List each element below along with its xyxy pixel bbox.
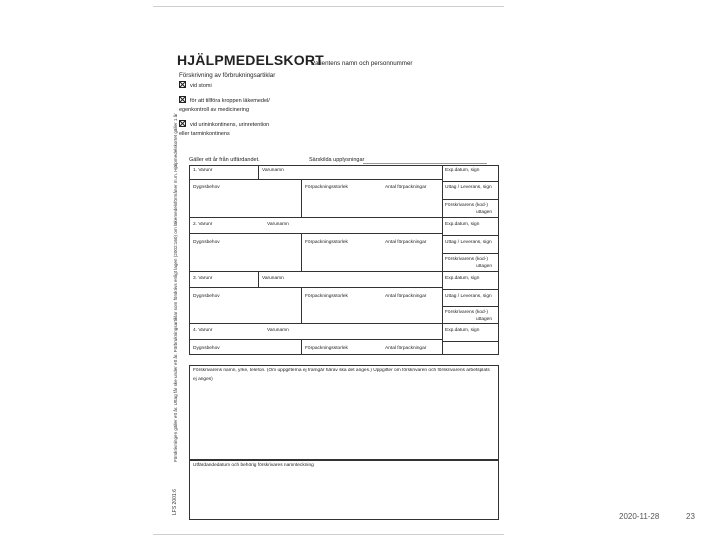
form-code: LFS 2001:6 — [172, 489, 178, 515]
lakemedel-checkbox[interactable] — [179, 96, 186, 103]
article-2-vdiv — [301, 233, 302, 271]
option-lakemedel-label-2: egenkontroll av medicinering — [179, 107, 250, 113]
article-4-side-line1 — [442, 341, 499, 342]
article-2-line — [189, 233, 442, 234]
article-3-side-uttagen: uttagen — [476, 317, 493, 322]
option-lakemedel-label-1: för att tillföra kroppen läkemedel/ — [190, 98, 270, 104]
article-4-line — [189, 339, 442, 340]
article-4-package: Förpackningsstorlek — [305, 346, 348, 351]
article-4-count: Antal förpackningar — [385, 346, 427, 351]
option-inkontinens-label-1: vid urininkontinens, urinretention — [190, 122, 270, 128]
article-1-bottom — [189, 217, 499, 218]
article-3-bottom — [189, 323, 499, 324]
article-1-side-exp: Exp.datum, sign — [445, 168, 480, 173]
article-3-count: Antal förpackningar — [385, 294, 427, 299]
article-2-side-uttag: Uttag / Leverans, sign — [445, 240, 492, 245]
article-3-side-uttag: Uttag / Leverans, sign — [445, 294, 492, 299]
prescriber-box — [189, 365, 499, 460]
special-label: Särskilda upplysningar — [309, 157, 365, 163]
article-3-line — [189, 287, 442, 288]
article-4-name: Varunamn — [267, 328, 289, 333]
article-2-side-forskr: Förskrivarens (kod-) — [445, 257, 488, 262]
article-2-side-line2 — [442, 253, 499, 254]
article-3-package: Förpackningsstorlek — [305, 294, 348, 299]
article-4-side-exp: Exp.datum, sign — [445, 328, 480, 333]
option-stomi-label: vid stomi — [190, 83, 212, 89]
inkontinens-checkbox[interactable] — [179, 120, 186, 127]
article-1-divider — [258, 165, 259, 179]
article-1-vdiv — [301, 179, 302, 217]
date-signature-label: Utfärdandedatum och behörig förskrivares namnteckning — [193, 463, 314, 468]
article-1-name: Varunamn — [262, 168, 284, 173]
article-4-number: 4. Varunr — [193, 328, 213, 333]
valid-label: Gäller ett år från utfärdandet. — [189, 157, 260, 163]
article-3-side-line2 — [442, 306, 499, 307]
side-column-divider — [442, 165, 443, 355]
article-3-divider — [258, 271, 259, 287]
article-2-count: Antal förpackningar — [385, 240, 427, 245]
article-2-number: 2. Varunr — [193, 222, 213, 227]
footer-date: 2020-11-28 — [619, 512, 660, 521]
form-side-text: Förskrivningen gäller ett år. Uttag får ske under ett år. Förbrukningsartiklar som förskrivs enligt lagen (2002:160) om läkemedelsförmåner m.m. Hjälpmedelskortet gäller 1 år — [173, 113, 178, 462]
footer-page-number: 23 — [686, 512, 695, 521]
article-1-side-uttag: Uttag / Leverans, sign — [445, 185, 492, 190]
article-2-package: Förpackningsstorlek — [305, 240, 348, 245]
form-subtitle: Förskrivning av förbrukningsartiklar — [179, 72, 276, 79]
article-3-side-line1 — [442, 289, 499, 290]
form-title: HJÄLPMEDELSKORT — [177, 52, 324, 68]
prescriber-note: Förskrivarens namn, yrke, telefon. (Om uppgifterna ej framgår härav ska det anges.) Uppgifter om förskrivaren och förskrivarens arbetsplats — [193, 368, 490, 373]
option-inkontinens-label-2: eller tarminkontinens — [179, 131, 230, 137]
article-3-vdiv — [301, 287, 302, 323]
article-1-side-line2 — [442, 199, 499, 200]
article-1-side-uttagen: uttagen — [476, 210, 493, 215]
article-1-line — [189, 179, 442, 180]
article-3-dosage: Dygnsbehov — [193, 294, 220, 299]
article-2-side-line1 — [442, 235, 499, 236]
article-4-vdiv — [301, 339, 302, 355]
article-1-count: Antal förpackningar — [385, 185, 427, 190]
article-2-name: Varunamn — [267, 222, 289, 227]
article-2-side-uttagen: uttagen — [476, 264, 493, 269]
stomi-checkbox[interactable] — [179, 81, 186, 88]
article-3-number: 3. Varunr — [193, 276, 213, 281]
article-1-side-line1 — [442, 181, 499, 182]
patient-label: Patientens namn och personnummer — [311, 60, 413, 67]
special-line — [363, 163, 487, 164]
article-3-name: Varunamn — [262, 276, 284, 281]
article-2-side-exp: Exp.datum, sign — [445, 222, 480, 227]
article-2-bottom — [189, 271, 499, 272]
article-1-dosage: Dygnsbehov — [193, 185, 220, 190]
article-4-dosage: Dygnsbehov — [193, 346, 220, 351]
prescriber-note-2: ej anges) — [193, 377, 213, 382]
signature-box — [189, 460, 499, 520]
article-1-package: Förpackningsstorlek — [305, 185, 348, 190]
article-1-side-forskr: Förskrivarens (kod-) — [445, 203, 488, 208]
article-2-dosage: Dygnsbehov — [193, 240, 220, 245]
article-3-side-exp: Exp.datum, sign — [445, 276, 480, 281]
article-3-side-forskr: Förskrivarens (kod-) — [445, 310, 488, 315]
article-1-number: 1. Varunr — [193, 168, 213, 173]
